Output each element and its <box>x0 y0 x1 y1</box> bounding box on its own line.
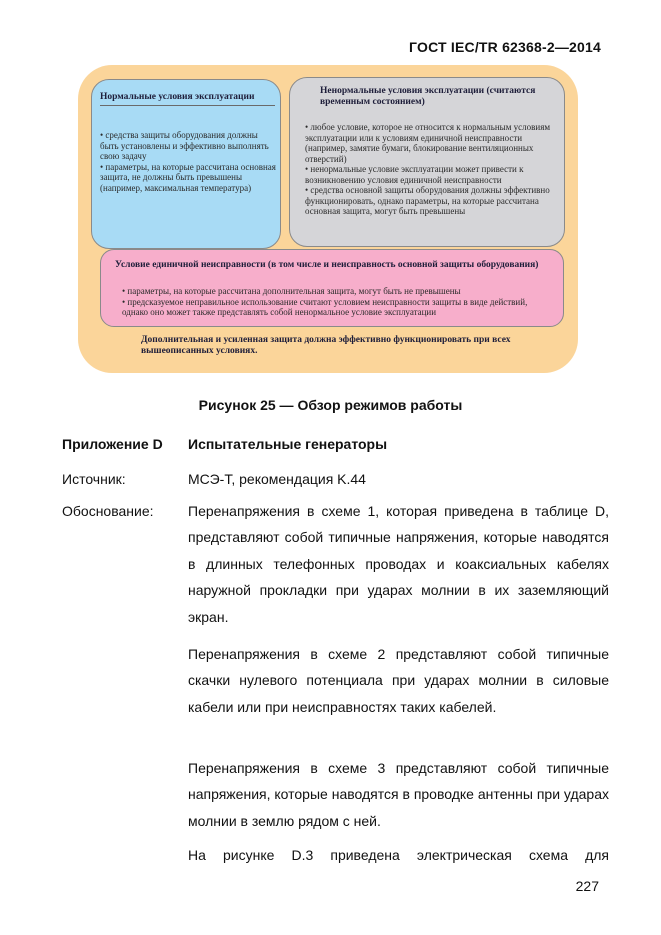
normal-conditions-title: Нормальные условия эксплуатации <box>100 92 275 106</box>
operating-modes-figure <box>78 65 578 373</box>
list-item: • параметры, на которые рассчитана основная защита, не должны быть превышены (например, максимальная температура) <box>100 162 278 194</box>
normal-conditions-list <box>100 130 278 193</box>
appendix-label: Приложение D <box>62 436 163 452</box>
page-number: 227 <box>575 878 599 894</box>
single-fault-list <box>122 286 552 318</box>
list-item: • ненормальные условие эксплуатации может привести к возникновению условия единичной неисправности <box>305 164 560 185</box>
justification-paragraph-3: Перенапряжения в схеме 3 представляют собой типичные напряжения, которые наводятся в проводке антенны при ударах молнии в землю рядом с ней. <box>188 760 609 829</box>
list-item: • параметры, на которые рассчитана дополнительная защита, могут быть не превышены <box>122 286 552 297</box>
appendix-title: Испытательные генераторы <box>188 436 388 452</box>
single-fault-box <box>100 249 564 327</box>
source-value: МСЭ-Т, рекомендация K.44 <box>188 471 366 487</box>
abnormal-conditions-title: Ненормальные условия эксплуатации (считаются временным состоянием) <box>320 86 536 107</box>
abnormal-conditions-list <box>305 122 560 217</box>
figure-caption: Рисунок 25 — Обзор режимов работы <box>198 397 463 413</box>
justification-paragraph-4: На рисунке D.3 приведена электрическая схема для <box>188 847 609 863</box>
abnormal-conditions-box <box>289 77 565 247</box>
list-item: • предсказуемое неправильное использование считают условием неисправности защиты в виде действий, однако оно может также представлять собой ненормальное условие эксплуатации <box>122 297 552 318</box>
figure-note: Дополнительная и усиленная защита должна эффективно функционировать при всех вышеописанных условиях. <box>141 335 511 356</box>
justification-paragraph-1: Перенапряжения в схеме 1, которая приведена в таблице D, представляют собой типичные напряжения, которые наводятся в длинных телефонных проводах и коаксиальных кабелях наружной прокладки при ударах молнии в их заземляющий экран. <box>188 503 609 625</box>
source-label: Источник: <box>62 471 126 487</box>
justification-paragraph-2: Перенапряжения в схеме 2 представляют собой типичные скачки нулевого потенциала при ударах молнии в силовые кабели или при неисправностях таких кабелей. <box>188 646 609 715</box>
normal-conditions-box <box>91 79 281 249</box>
list-item: • любое условие, которое не относится к нормальным условиям эксплуатации или к условиям единичной неисправности (например, замятие бумаги, блокирование вентиляционных отверстий) <box>305 122 560 164</box>
list-item: • средства основной защиты оборудования должны эффективно функционировать, однако параметры, на которые рассчитана основная защита, могут быть превышены <box>305 185 560 217</box>
single-fault-title: Условие единичной неисправности (в том числе и неисправность основной защиты оборудования) <box>115 260 539 270</box>
justification-label: Обоснование: <box>62 503 154 519</box>
list-item: • средства защиты оборудования должны быть установлены и эффективно выполнять свою задачу <box>100 130 278 162</box>
standard-header: ГОСТ IEC/TR 62368-2—2014 <box>409 39 601 55</box>
